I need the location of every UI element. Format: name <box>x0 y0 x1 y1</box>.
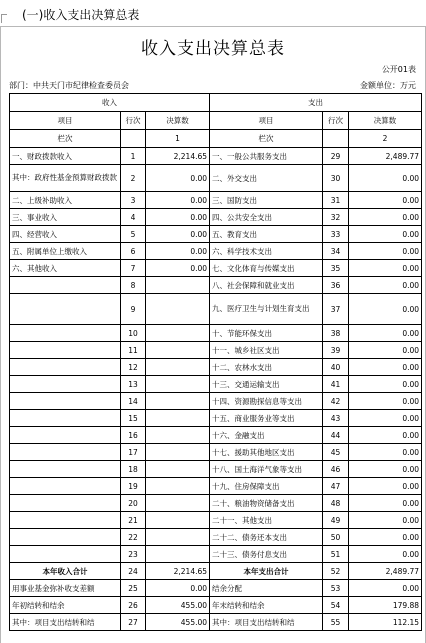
income-item <box>10 444 121 461</box>
income-item <box>10 427 121 444</box>
expense-amount: 0.00 <box>349 393 422 410</box>
expense-item: 三、国防支出 <box>210 192 323 209</box>
income-item <box>10 478 121 495</box>
income-row-number: 13 <box>121 376 146 393</box>
expense-row-number: 52 <box>323 563 349 580</box>
expense-amount: 0.00 <box>349 243 422 260</box>
table-row <box>10 209 422 226</box>
income-row-number: 3 <box>121 192 146 209</box>
expense-row-number: 38 <box>323 325 349 342</box>
expense-item: 十、节能环保支出 <box>210 325 323 342</box>
frame-top-line <box>0 26 426 27</box>
expense-row-number: 53 <box>323 580 349 597</box>
expense-amount: 0.00 <box>349 580 422 597</box>
income-item <box>10 393 121 410</box>
income-row-number: 6 <box>121 243 146 260</box>
income-row-number: 18 <box>121 461 146 478</box>
table-row <box>10 359 422 376</box>
expense-item: 八、社会保障和就业支出 <box>210 277 323 294</box>
table-row <box>10 260 422 277</box>
table-row <box>10 165 422 192</box>
expense-row-number: 43 <box>323 410 349 427</box>
income-row-number: 22 <box>121 529 146 546</box>
lanci-empty-expense <box>323 130 349 148</box>
table-row <box>10 294 422 325</box>
income-row-number: 15 <box>121 410 146 427</box>
expense-row-number: 34 <box>323 243 349 260</box>
expense-item: 十一、城乡社区支出 <box>210 342 323 359</box>
expense-row-number: 37 <box>323 294 349 325</box>
income-amount: 2,214.65 <box>146 148 210 165</box>
table-row <box>10 148 422 165</box>
income-item <box>10 546 121 563</box>
income-item <box>10 512 121 529</box>
total-row <box>10 563 422 580</box>
income-amount <box>146 342 210 359</box>
expense-amount: 0.00 <box>349 277 422 294</box>
expense-item: 七、文化体育与传媒支出 <box>210 260 323 277</box>
income-item <box>10 529 121 546</box>
expense-amount: 0.00 <box>349 342 422 359</box>
expense-row-number: 42 <box>323 393 349 410</box>
expense-amount: 0.00 <box>349 410 422 427</box>
income-amount <box>146 359 210 376</box>
expense-amount: 0.00 <box>349 192 422 209</box>
expense-item: 结余分配 <box>210 580 323 597</box>
income-row-number: 21 <box>121 512 146 529</box>
total-row <box>10 597 422 614</box>
expense-item: 十五、商业服务业等支出 <box>210 410 323 427</box>
expense-item: 六、科学技术支出 <box>210 243 323 260</box>
income-row-number: 4 <box>121 209 146 226</box>
table-row <box>10 444 422 461</box>
table-row <box>10 192 422 209</box>
income-amount <box>146 294 210 325</box>
income-amount: 455.00 <box>146 597 210 614</box>
department-label: 部门：中共天门市纪律检查委员会 <box>9 81 129 90</box>
income-item: 六、其他收入 <box>10 260 121 277</box>
expense-row-number: 40 <box>323 359 349 376</box>
lanci-num-expense: 2 <box>349 130 422 148</box>
income-amount <box>146 529 210 546</box>
lanci-empty-income <box>121 130 146 148</box>
income-row-number: 16 <box>121 427 146 444</box>
expense-amount: 0.00 <box>349 546 422 563</box>
table-row <box>10 461 422 478</box>
table-row <box>10 427 422 444</box>
expense-item: 四、公共安全支出 <box>210 209 323 226</box>
income-amount <box>146 478 210 495</box>
income-item: 用事业基金弥补收支差额 <box>10 580 121 597</box>
income-header: 收入 <box>10 94 210 112</box>
income-row-number: 25 <box>121 580 146 597</box>
income-amount <box>146 325 210 342</box>
table-row <box>10 410 422 427</box>
expense-row-number: 36 <box>323 277 349 294</box>
total-row <box>10 580 422 597</box>
expense-amount: 0.00 <box>349 529 422 546</box>
income-amount: 0.00 <box>146 580 210 597</box>
col-amount-expense: 决算数 <box>349 112 422 130</box>
table-row <box>10 243 422 260</box>
section-header-row <box>10 94 422 112</box>
expense-row-number: 51 <box>323 546 349 563</box>
income-amount: 0.00 <box>146 209 210 226</box>
table-row <box>10 495 422 512</box>
income-item <box>10 376 121 393</box>
expense-row-number: 47 <box>323 478 349 495</box>
expense-item: 一、一般公共服务支出 <box>210 148 323 165</box>
report-title: 收入支出决算总表 <box>141 39 285 59</box>
expense-amount: 0.00 <box>349 226 422 243</box>
total-row <box>10 614 422 631</box>
income-row-number: 20 <box>121 495 146 512</box>
sheet-corner-mark <box>1 14 7 23</box>
expense-row-number: 49 <box>323 512 349 529</box>
expense-row-number: 39 <box>323 342 349 359</box>
table-row <box>10 478 422 495</box>
sheet-title: (一)收入支出决算总表 <box>22 8 140 22</box>
income-amount <box>146 376 210 393</box>
table-row <box>10 393 422 410</box>
table-row <box>10 512 422 529</box>
income-amount <box>146 444 210 461</box>
income-row-number: 2 <box>121 165 146 192</box>
income-row-number: 17 <box>121 444 146 461</box>
income-item: 其中：项目支出结转和结 <box>10 614 121 631</box>
expense-item: 十九、住房保障支出 <box>210 478 323 495</box>
income-item: 二、上级补助收入 <box>10 192 121 209</box>
expense-item: 二十三、债务付息支出 <box>210 546 323 563</box>
col-row-income: 行次 <box>121 112 146 130</box>
income-row-number: 5 <box>121 226 146 243</box>
expense-amount: 179.88 <box>349 597 422 614</box>
income-item: 五、附属单位上缴收入 <box>10 243 121 260</box>
expense-amount: 0.00 <box>349 260 422 277</box>
expense-item: 二十、粮油物资储备支出 <box>210 495 323 512</box>
lanci-label-income: 栏次 <box>10 130 121 148</box>
expense-row-number: 55 <box>323 614 349 631</box>
expense-item: 十七、援助其他地区支出 <box>210 444 323 461</box>
expense-item: 十四、资源勘探信息等支出 <box>210 393 323 410</box>
income-row-number: 10 <box>121 325 146 342</box>
income-item: 一、财政拨款收入 <box>10 148 121 165</box>
income-item <box>10 294 121 325</box>
income-amount: 0.00 <box>146 192 210 209</box>
income-amount <box>146 427 210 444</box>
expense-item: 其中：项目支出结转和结 <box>210 614 323 631</box>
income-amount: 2,214.65 <box>146 563 210 580</box>
income-expense-table <box>9 93 422 631</box>
income-amount <box>146 461 210 478</box>
income-row-number: 24 <box>121 563 146 580</box>
income-row-number: 19 <box>121 478 146 495</box>
expense-amount: 2,489.77 <box>349 563 422 580</box>
expense-item: 五、教育支出 <box>210 226 323 243</box>
expense-amount: 0.00 <box>349 325 422 342</box>
expense-item: 十三、交通运输支出 <box>210 376 323 393</box>
income-row-number: 27 <box>121 614 146 631</box>
income-item: 四、经营收入 <box>10 226 121 243</box>
expense-item: 十二、农林水支出 <box>210 359 323 376</box>
expense-amount: 0.00 <box>349 209 422 226</box>
expense-item: 二十二、债务还本支出 <box>210 529 323 546</box>
income-item: 本年收入合计 <box>10 563 121 580</box>
income-row-number: 9 <box>121 294 146 325</box>
income-amount: 0.00 <box>146 165 210 192</box>
expense-row-number: 41 <box>323 376 349 393</box>
expense-amount: 0.00 <box>349 478 422 495</box>
table-row <box>10 376 422 393</box>
expense-row-number: 54 <box>323 597 349 614</box>
income-row-number: 1 <box>121 148 146 165</box>
income-item <box>10 359 121 376</box>
expense-amount: 0.00 <box>349 294 422 325</box>
expense-row-number: 45 <box>323 444 349 461</box>
table-row <box>10 226 422 243</box>
income-item <box>10 410 121 427</box>
income-item <box>10 461 121 478</box>
table-row <box>10 529 422 546</box>
income-amount <box>146 277 210 294</box>
expense-row-number: 32 <box>323 209 349 226</box>
income-amount: 455.00 <box>146 614 210 631</box>
income-amount: 0.00 <box>146 260 210 277</box>
expense-row-number: 33 <box>323 226 349 243</box>
col-amount-income: 决算数 <box>146 112 210 130</box>
income-item <box>10 277 121 294</box>
expense-amount: 0.00 <box>349 461 422 478</box>
income-row-number: 12 <box>121 359 146 376</box>
table-row <box>10 342 422 359</box>
income-item <box>10 495 121 512</box>
expense-row-number: 50 <box>323 529 349 546</box>
expense-amount: 2,489.77 <box>349 148 422 165</box>
expense-item: 十八、国土海洋气象等支出 <box>210 461 323 478</box>
income-amount <box>146 410 210 427</box>
table-row <box>10 325 422 342</box>
expense-amount: 0.00 <box>349 495 422 512</box>
expense-amount: 0.00 <box>349 165 422 192</box>
income-item <box>10 342 121 359</box>
col-item-income: 项目 <box>10 112 121 130</box>
income-row-number: 7 <box>121 260 146 277</box>
expense-row-number: 35 <box>323 260 349 277</box>
income-row-number: 11 <box>121 342 146 359</box>
table-row <box>10 277 422 294</box>
income-item: 其中：政府性基金预算财政拨款 <box>10 165 121 192</box>
income-row-number: 23 <box>121 546 146 563</box>
expense-row-number: 30 <box>323 165 349 192</box>
expense-amount: 0.00 <box>349 359 422 376</box>
income-amount <box>146 546 210 563</box>
expense-amount: 0.00 <box>349 427 422 444</box>
expense-amount: 0.00 <box>349 376 422 393</box>
expense-item: 二、外交支出 <box>210 165 323 192</box>
expense-row-number: 29 <box>323 148 349 165</box>
expense-item: 本年支出合计 <box>210 563 323 580</box>
expense-row-number: 48 <box>323 495 349 512</box>
expense-item: 九、医疗卫生与计划生育支出 <box>210 294 323 325</box>
income-amount: 0.00 <box>146 226 210 243</box>
expense-row-number: 44 <box>323 427 349 444</box>
expense-item: 年末结转和结余 <box>210 597 323 614</box>
expense-amount: 0.00 <box>349 512 422 529</box>
frame-left-line <box>0 26 1 643</box>
income-amount <box>146 512 210 529</box>
expense-amount: 0.00 <box>349 444 422 461</box>
col-item-expense: 项目 <box>210 112 323 130</box>
expense-amount: 112.15 <box>349 614 422 631</box>
column-header-row <box>10 112 422 130</box>
income-item <box>10 325 121 342</box>
expense-row-number: 46 <box>323 461 349 478</box>
unit-label: 金额单位：万元 <box>360 81 416 90</box>
income-amount <box>146 393 210 410</box>
expense-header: 支出 <box>210 94 422 112</box>
expense-item: 二十一、其他支出 <box>210 512 323 529</box>
lanci-label-expense: 栏次 <box>210 130 323 148</box>
income-item: 三、事业收入 <box>10 209 121 226</box>
expense-row-number: 31 <box>323 192 349 209</box>
lanci-num-income: 1 <box>146 130 210 148</box>
income-row-number: 8 <box>121 277 146 294</box>
income-row-number: 14 <box>121 393 146 410</box>
col-row-expense: 行次 <box>323 112 349 130</box>
income-amount <box>146 495 210 512</box>
income-row-number: 26 <box>121 597 146 614</box>
income-amount: 0.00 <box>146 243 210 260</box>
expense-item: 十六、金融支出 <box>210 427 323 444</box>
income-item: 年初结转和结余 <box>10 597 121 614</box>
form-code: 公开01表 <box>381 65 416 74</box>
lanci-row <box>10 130 422 148</box>
table-row <box>10 546 422 563</box>
